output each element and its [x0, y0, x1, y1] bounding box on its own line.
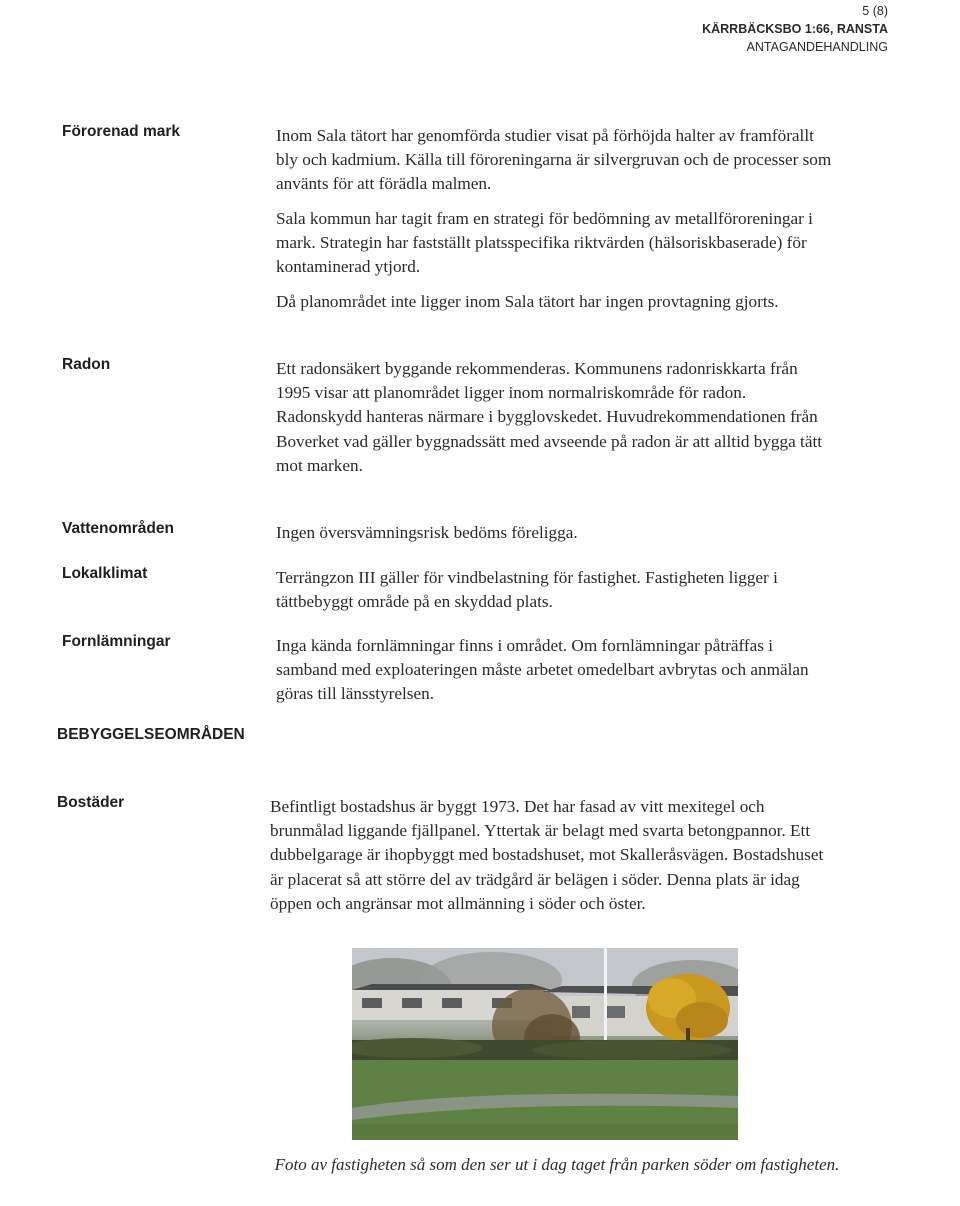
fororenad-mark-paragraph-2: Sala kommun har tagit fram en strategi för bedömning av metallföroreningar i mark. Strategin har fastställt platsspecifika riktvärden (hälsoriskbaserade) för kontaminerad ytjord. — [276, 209, 813, 277]
section-label-vattenomraden: Vattenområden — [62, 520, 174, 537]
page-header — [702, 2, 888, 56]
section-label-radon: Radon — [62, 356, 111, 373]
section-heading-bebyggelseomraden: BEBYGGELSEOMRÅDEN — [57, 726, 245, 743]
radon-paragraph: Ett radonsäkert byggande rekommenderas. Kommunens radonriskkarta från 1995 visar att planområdet ligger inom normalriskområde för radon. Radonskydd hanteras närmare i bygglovskedet. Huvudrekommendationen från Boverket vad gäller byggnadssätt med avseende på radon är att alltid bygga tätt mot marken. — [276, 359, 822, 475]
section-label-fornlamningar: Fornlämningar — [62, 633, 171, 650]
section-label-fororenad-mark: Förorenad mark — [62, 123, 181, 140]
property-photo-drawing — [352, 948, 738, 1140]
fororenad-mark-paragraph-1: Inom Sala tätort har genomförda studier visat på förhöjda halter av framförallt bly och kadmium. Källa till föroreningarna är silvergruvan och de processer som använts för att förädla malmen. — [276, 126, 832, 194]
section-label-bostader: Bostäder — [57, 794, 125, 811]
plan-stage: ANTAGANDEHANDLING — [746, 40, 888, 54]
page-number: 5 (8) — [862, 4, 888, 18]
fornlamningar-paragraph: Inga kända fornlämningar finns i området. Om fornlämningar påträffas i samband med exploateringen måste arbetet omedelbart avbrytas och anmälan göras till länsstyrelsen. — [276, 636, 809, 704]
photo-caption: Foto av fastigheten så som den ser ut i dag taget från parken söder om fastigheten. — [274, 1155, 840, 1174]
property-photo — [352, 948, 738, 1140]
section-label-lokalklimat: Lokalklimat — [62, 565, 148, 582]
lokalklimat-paragraph: Terrängzon III gäller för vindbelastning för fastighet. Fastigheten ligger i tättbebyggt område på en skyddad plats. — [276, 568, 778, 612]
plan-title: KÄRRBÄCKSBO 1:66, RANSTA — [702, 22, 888, 36]
bostader-paragraph: Befintligt bostadshus är byggt 1973. Det har fasad av vitt mexitegel och brunmålad liggande fjällpanel. Yttertak är belagt med svarta betongpannor. Ett dubbelgarage är ihopbyggt med bostadshuset, mot Skalleråsvägen. Bostadshuset är placerat så att större del av trädgård är belägen i söder. Denna plats är idag öppen och angränsar mot allmänning i söder och öster. — [270, 797, 824, 913]
fororenad-mark-paragraph-3: Då planområdet inte ligger inom Sala tätort har ingen provtagning gjorts. — [276, 292, 779, 311]
vattenomraden-paragraph: Ingen översvämningsrisk bedöms föreligga. — [276, 523, 578, 542]
